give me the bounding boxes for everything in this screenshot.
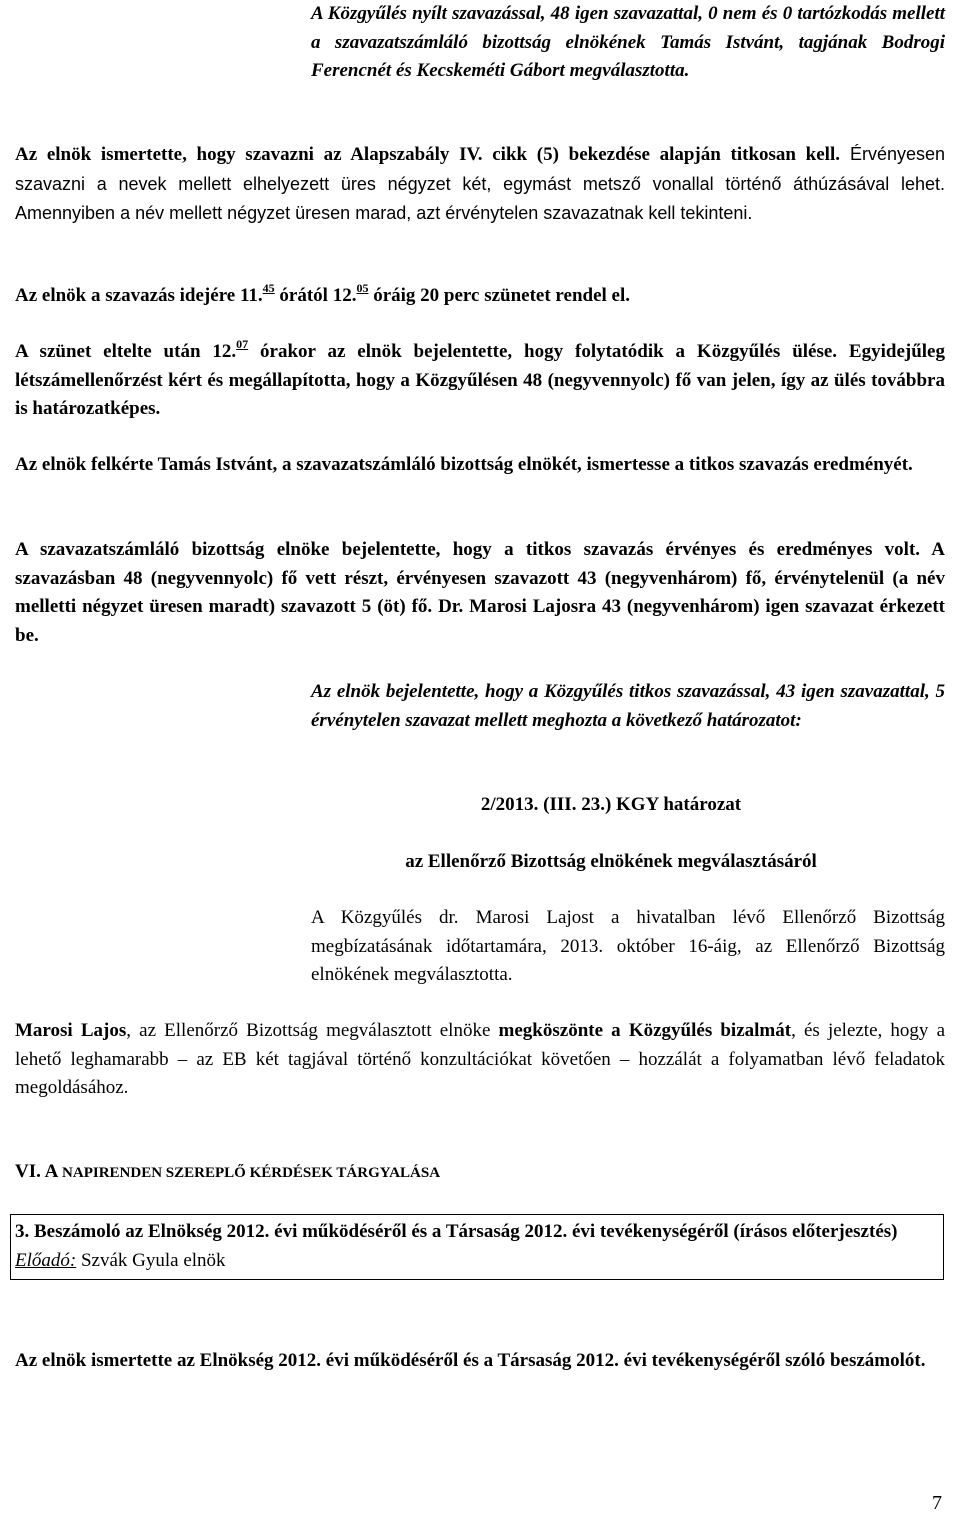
break-start-minutes: 45 <box>262 280 275 295</box>
paragraph-report-presented <box>15 1347 945 1376</box>
resume-minutes: 07 <box>236 336 249 351</box>
break-text-2: órától 12. <box>274 285 357 306</box>
resolution-title: az Ellenőrző Bizottság elnökének megválasztásáról <box>405 851 817 872</box>
break-text-1: Az elnök a szavazás idejére 11. <box>15 285 263 306</box>
agenda-item-box <box>10 1214 944 1280</box>
paragraph-text: A Közgyűlés nyílt szavazással, 48 igen szavazattal, 0 nem és 0 tartózkodás mellett a szavazatszámláló bizottság elnökének Tamás Istvánt, tagjának Bodrogi Ferencnét és Kecskeméti Gábort megválasztotta. <box>311 3 945 81</box>
paragraph-vote-results <box>15 536 945 650</box>
presenter-name: Szvák Gyula elnök <box>76 1249 226 1271</box>
paragraph-thanks <box>15 1017 945 1103</box>
break-end-minutes: 05 <box>356 280 369 295</box>
resume-text-2: órakor az elnök bejelentette, hogy folytatódik a Közgyűlés ülése. Egyidejűleg létszámellenőrzést kért és megállapította, hogy a Közgyűlésen 48 (negyvennyolc) fő van jelen, így az ülés továbbra is határozatképes. <box>15 341 945 419</box>
resolution-text <box>311 904 945 990</box>
paragraph-break-announcement <box>15 282 945 311</box>
agenda-item-title: 3. Beszámoló az Elnökség 2012. évi működéséről és a Társaság 2012. évi tevékenységéről (írásos előterjesztés) <box>15 1221 898 1242</box>
paragraph-request-results <box>15 451 945 480</box>
agenda-presenter <box>15 1247 939 1276</box>
voting-rules-text: Érvényesen szavazni a nevek mellett elhelyezett üres négyzet két, egymást metsző vonallal történő áthúzásával lehet. Amennyiben a név mellett négyzet üresen marad, azt érvénytelen szavazatnak kell tekinteni. <box>15 144 945 223</box>
paragraph-session-resumed <box>15 338 945 424</box>
thanks-text-2: , és jelezte, hogy a lehető leghamarabb – az EB két tagjával történő konzultációkat követően – hozzálát a folyamatban lévő feladatok megoldásához. <box>15 1020 945 1098</box>
paragraph-voting-rules <box>15 140 945 229</box>
paragraph-resolution-intro <box>311 678 945 735</box>
speaker-name: Marosi Lajos <box>15 1020 127 1041</box>
paragraph-text: A Közgyűlés dr. Marosi Lajost a hivatalban lévő Ellenőrző Bizottság megbízatásának időtartamára, 2013. október 16-áig, az Ellenőrző Bizottság elnökének megválasztotta. <box>311 907 945 985</box>
resolution-number: 2/2013. (III. 23.) KGY határozat <box>480 794 742 815</box>
break-text-3: óráig 20 perc szünetet rendel el. <box>368 285 631 306</box>
presenter-label: Előadó: <box>15 1249 77 1271</box>
paragraph-text: A szavazatszámláló bizottság elnöke bejelentette, hogy a titkos szavazás érvényes és eredményes volt. A szavazásban 48 (negyvennyolc) fő vett részt, érvényesen szavazott 43 (negyvenhárom) fő, érvénytelenül (a név melletti négyzet üresen maradt) szavazott 5 (öt) fő. Dr. Marosi Lajosra 43 (negyvenhárom) igen szavazat érkezett be. <box>15 539 945 646</box>
voting-rules-bold: Az elnök ismertette, hogy szavazni az Alapszabály IV. cikk (5) bekezdése alapján titkosan kell. <box>15 144 840 165</box>
paragraph-election-result <box>311 0 945 86</box>
thanks-text-1: , az Ellenőrző Bizottság megválasztott elnöke <box>126 1020 499 1041</box>
page-number: 7 <box>932 1492 942 1514</box>
paragraph-text: Az elnök bejelentette, hogy a Közgyűlés titkos szavazással, 43 igen szavazattal, 5 érvénytelen szavazat mellett meghozta a következő határozatot: <box>311 681 945 731</box>
resume-text-1: A szünet eltelte után 12. <box>15 341 237 362</box>
section-heading <box>15 1158 945 1188</box>
paragraph-text: Az elnök ismertette az Elnökség 2012. évi működéséről és a Társaság 2012. évi tevékenységéről szóló beszámolót. <box>15 1350 926 1371</box>
paragraph-text: Az elnök felkérte Tamás Istvánt, a szavazatszámláló bizottság elnökét, ismertesse a titkos szavazás eredményét. <box>15 454 913 475</box>
section-number: VI. A <box>15 1161 59 1182</box>
thanks-bold: megköszönte a Közgyűlés bizalmát <box>498 1020 792 1041</box>
section-title: NAPIRENDEN SZEREPLŐ KÉRDÉSEK TÁRGYALÁSA <box>58 1165 441 1181</box>
